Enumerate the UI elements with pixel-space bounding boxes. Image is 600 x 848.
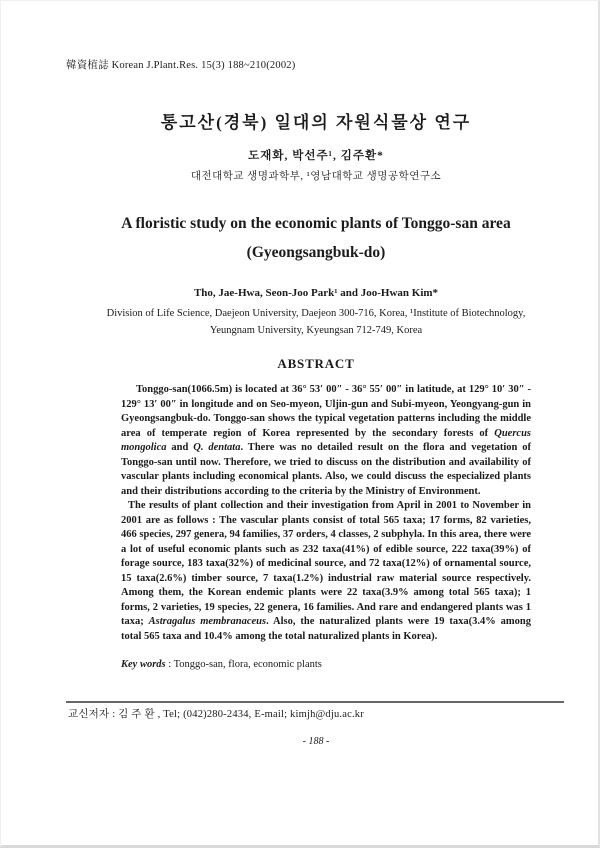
page-content	[66, 1, 566, 670]
abstract-heading: ABSTRACT	[277, 356, 355, 371]
korean-authors: 도재화, 박선주¹, 김주환*	[248, 150, 384, 162]
english-title	[66, 209, 566, 267]
keywords-line	[121, 659, 541, 670]
english-affiliation-line2: Yeungnam University, Kyeungsan 712-749, Korea	[209, 325, 423, 336]
correspondence-text: 교신저자 : 김 주 환 , Tel; (042)280-2434, E-mail; kimjh@dju.ac.kr	[68, 709, 364, 720]
abstract-paragraph-1: Tonggo-san(1066.5m) is located at 36° 53′ 00″ - 36° 55′ 00″ in latitude, at 129° 10′ 30″ - 129° 13′ 00″ in longitude and on Seo-myeon, Uljin-gun and Subi-myeon, Yeongyang-gun in Gyeongsangbuk-do. Tonggo-san shows the typical vegetation patterns including the middle area of temperate region of Korea represented by the secondary forests of Quercus mongolica and Q. dentata. There was no detailed result on the flora and vegetation of Tonggo-san until now. Therefore, we tried to discuss on the distribution and availability of vascular plants including economical plants. Also, we could discuss the especialized plants and their distributions according to the criteria by the Ministry of Environment.	[121, 384, 531, 497]
correspondence-divider	[66, 701, 564, 703]
abstract-body	[121, 383, 531, 644]
english-title-line1: A floristic study on the economic plants of Tonggo-san area	[121, 215, 511, 232]
english-title-line2: (Gyeongsangbuk-do)	[246, 244, 386, 261]
korean-title: 통고산(경북) 일대의 자원식물상 연구	[160, 113, 472, 132]
keywords-text: Tonggo-san, flora, economic plants	[173, 659, 322, 670]
keywords-label: Key words	[121, 659, 166, 670]
english-affiliation-line1: Division of Life Science, Daejeon University, Daejeon 300-716, Korea, ¹Institute of Biotechnology,	[106, 308, 526, 319]
korean-affiliation: 대전대학교 생명과학부, ¹영남대학교 생명공학연구소	[190, 171, 442, 182]
english-affiliation	[66, 305, 566, 339]
english-authors: Tho, Jae-Hwa, Seon-Joo Park¹ and Joo-Hwan Kim*	[193, 287, 439, 299]
page-number: - 188 -	[302, 736, 330, 747]
keywords-separator: :	[165, 659, 174, 670]
journal-header: 韓資植誌 Korean J.Plant.Res. 15(3) 188~210(2002)	[66, 60, 296, 71]
abstract-paragraph-2: The results of plant collection and their investigation from April in 2001 to November in 2001 are as follows : The vascular plants consist of total 565 taxa; 17 forms, 82 varieties, 466 species, 297 genera, 94 families, 37 orders, 4 classes, 2 subphyla. In this area, there were a lot of useful economic plants such as 232 taxa(41%) of edible source, 222 taxa(39%) of forage source, 183 taxa(32%) of medicinal source, and 72 taxa(12%) of ornamental source, 15 taxa(2.6%) timber source, 7 taxa(1.2%) industrial raw material source respectively. Among them, the Korean endemic plants were 22 taxa(3.9% among total 565 taxa); 1 forms, 2 varieties, 19 species, 22 genera, 16 families. And rare and endangered plants was 1 taxa; Astragalus membranaceus. Also, the naturalized plants were 19 taxa(3.4% among total 565 taxa and 10.4% among the total naturalized plants in Korea).	[121, 500, 531, 642]
